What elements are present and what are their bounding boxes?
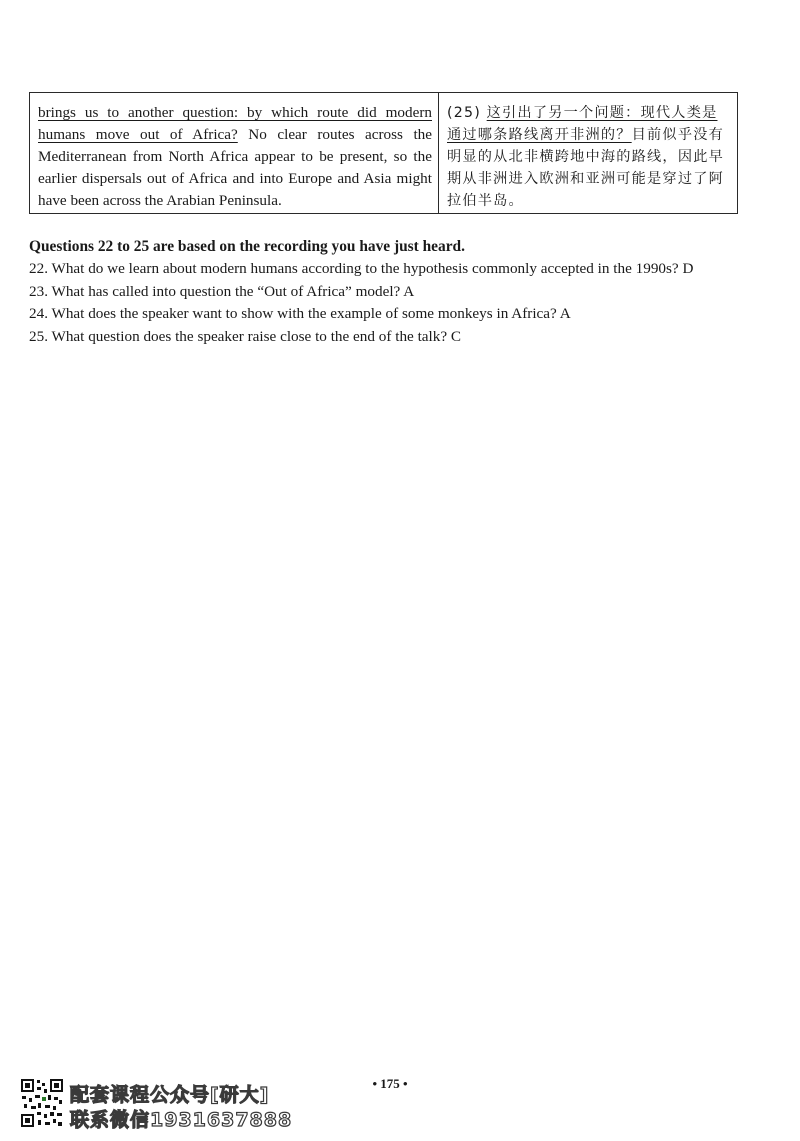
- page-number: • 175 •: [372, 1076, 408, 1091]
- watermark: [20, 1078, 320, 1134]
- english-paragraph-rest: No clear routes across the Mediterranean from North Africa appear to be present, so the earlier dispersals out of Africa and into Europe and Asia might have been across the Arabian Peninsula.: [38, 126, 433, 209]
- question-23: 23. What has called into question the “Out of Africa” model? A: [29, 282, 415, 300]
- english-column: [30, 93, 439, 213]
- questions-heading: Questions 22 to 25 are based on the recording you have just heard.: [29, 238, 465, 255]
- question-24: 24. What does the speaker want to show with the example of some monkeys in Africa? A: [29, 305, 571, 322]
- questions-section: [29, 236, 774, 348]
- translation-table: [29, 92, 738, 214]
- chinese-column: [439, 93, 737, 213]
- chinese-paragraph-rest: 目前似乎没有明显的从北非横跨地中海的路线，因此早期从非洲进入欧洲和亚洲可能是穿过了阿拉伯半岛。: [447, 127, 724, 209]
- question-25: 25. What question does the speaker raise close to the end of the talk? C: [29, 327, 462, 345]
- english-underlined-sentence: brings us to another question: by which route did modern humans move out of Africa?: [38, 104, 432, 143]
- watermark-line-2: 联系微信1931637888: [70, 1109, 293, 1131]
- qr-code-icon: [20, 1078, 64, 1128]
- chinese-underlined-sentence: 这引出了另一个问题：现代人类是通过哪条路线离开非洲的？: [447, 105, 718, 143]
- paragraph-number: (25): [447, 105, 481, 121]
- watermark-line-1: 配套课程公众号[研大]: [70, 1084, 270, 1106]
- question-22: 22. What do we learn about modern humans according to the hypothesis commonly accepted in the 1990s? D: [29, 260, 694, 277]
